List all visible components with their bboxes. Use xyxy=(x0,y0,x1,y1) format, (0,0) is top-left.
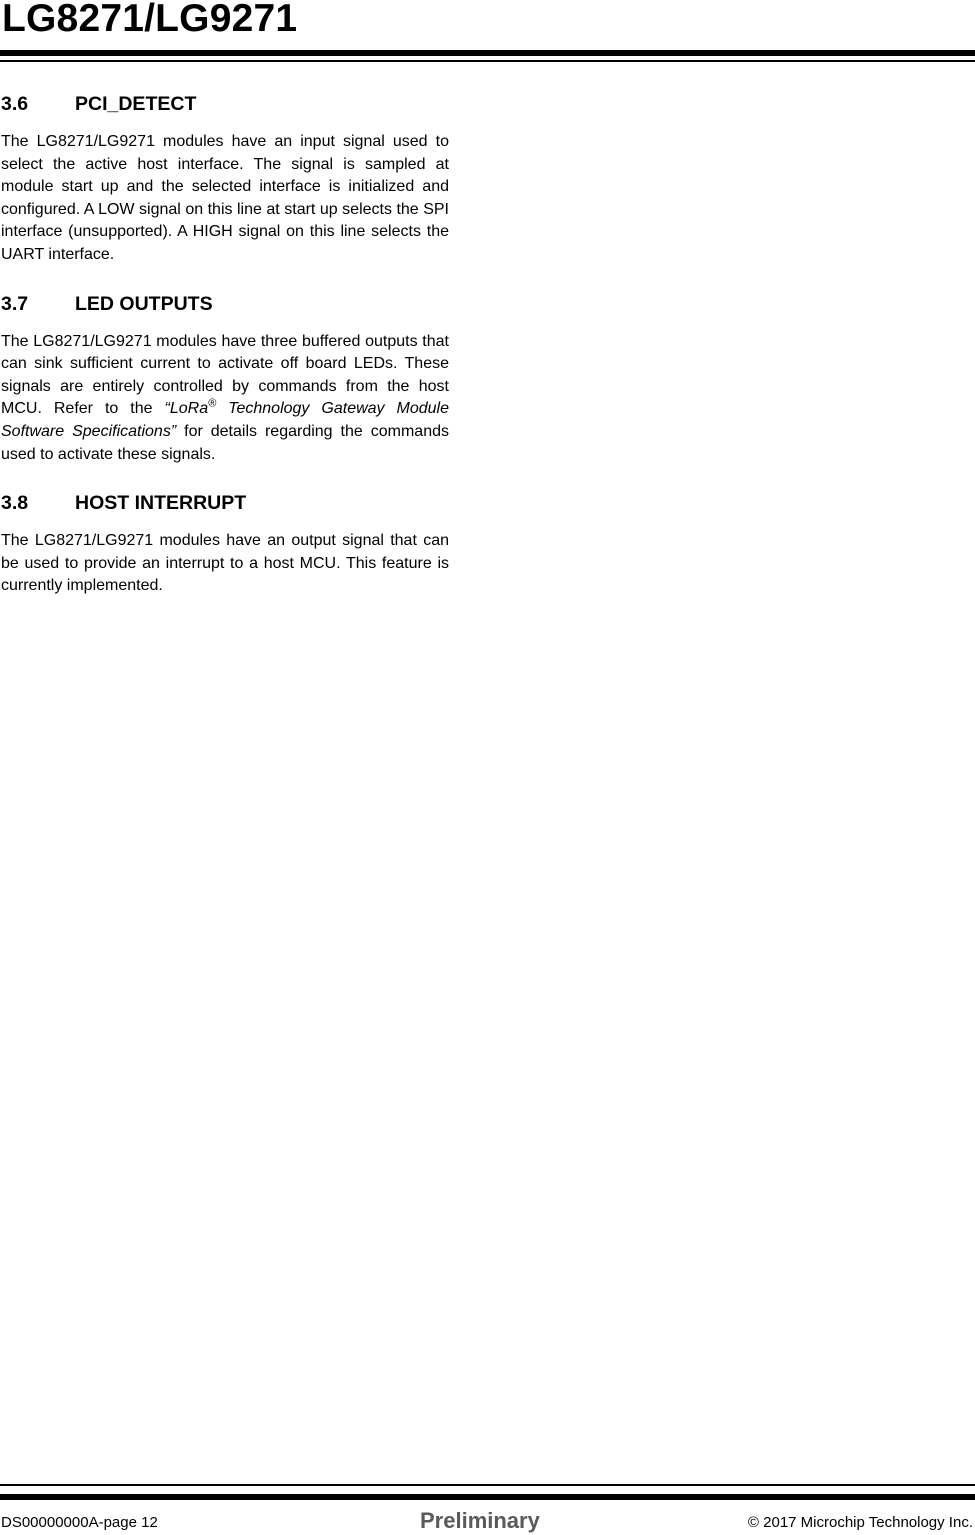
paragraph-text: The LG8271/LG9271 modules have three buffered outputs that can sink sufficient current to activate off board LEDs. These signals are entirely controlled by commands from the host MCU. Refer to the xyxy=(1,332,449,418)
header-rule-thick xyxy=(0,50,975,56)
page-header xyxy=(0,0,975,64)
section-host-interrupt xyxy=(1,491,449,598)
footer-copyright: © 2017 Microchip Technology Inc. xyxy=(747,1514,973,1531)
reference-text: “LoRa xyxy=(164,400,209,418)
section-number: 3.7 xyxy=(1,292,29,315)
footer-rule-thin xyxy=(0,1484,975,1486)
content-column xyxy=(1,92,449,598)
section-title: HOST INTERRUPT xyxy=(75,492,247,515)
section-pci-detect xyxy=(1,92,449,267)
reference-text: Technology Gateway Module Software Specifications” xyxy=(1,400,450,440)
section-title: LED OUTPUTS xyxy=(75,292,213,315)
section-paragraph: The LG8271/LG9271 modules have an output signal that can be used to provide an interrupt to a host MCU. This feature is currently implemented. xyxy=(1,532,449,595)
section-heading xyxy=(1,292,449,316)
section-paragraph xyxy=(1,331,449,467)
section-led-outputs xyxy=(1,292,449,467)
paragraph-text: for details regarding the commands used to activate these signals. xyxy=(1,422,449,463)
section-title: PCI_DETECT xyxy=(75,93,197,115)
footer-document-id: DS00000000A-page 12 xyxy=(1,1514,158,1531)
document-title: LG8271/LG9271 xyxy=(2,0,298,40)
section-paragraph: The LG8271/LG9271 modules have an input signal used to select the active host interface. The signal is sampled at module start up and the selected interface is initialized and configured. A LOW signal on this line at start up selects the SPI interface (unsupported). A HIGH signal on this line selects the UART interface. xyxy=(1,133,449,263)
section-heading xyxy=(1,491,449,515)
footer-status: Preliminary xyxy=(420,1508,540,1533)
footer-rule-thick xyxy=(0,1494,975,1500)
registered-mark: ® xyxy=(208,398,217,411)
section-heading xyxy=(1,92,449,116)
page-footer xyxy=(0,1484,975,1535)
section-number: 3.8 xyxy=(1,492,29,515)
header-rule-thin xyxy=(0,60,975,62)
section-number: 3.6 xyxy=(1,93,29,115)
